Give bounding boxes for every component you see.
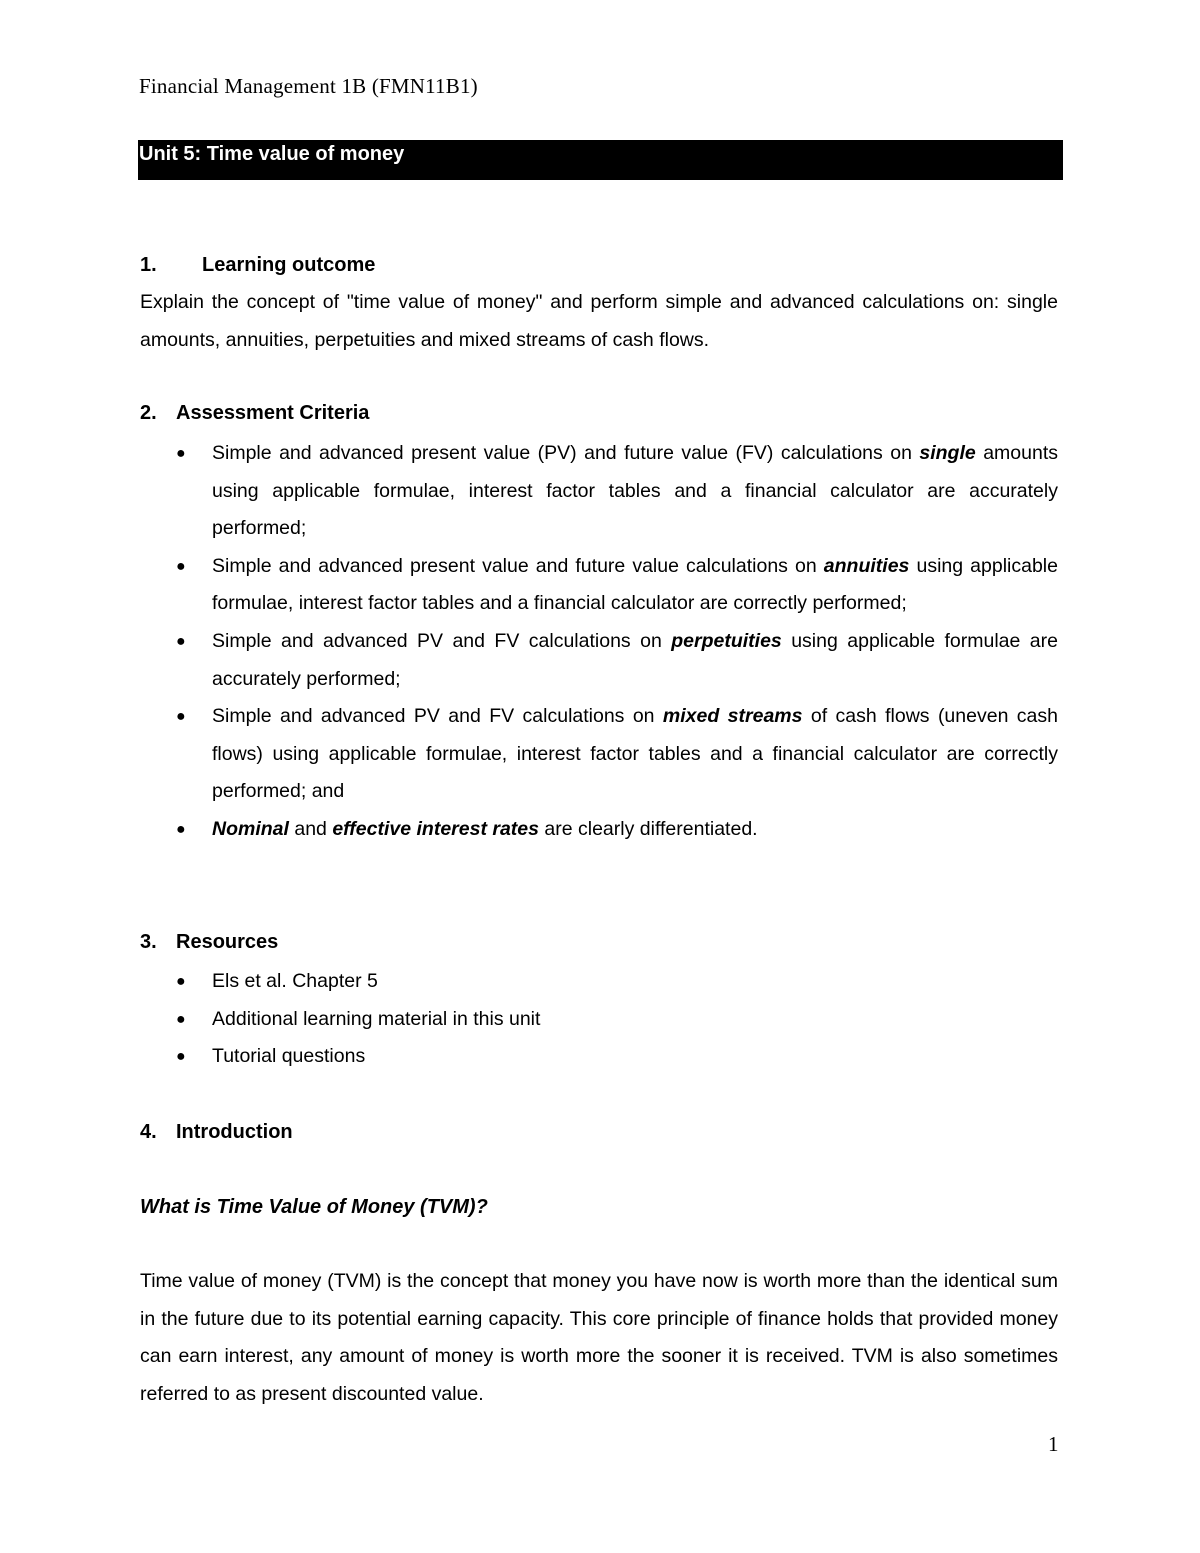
section-heading-introduction <box>140 1121 293 1144</box>
bullet-icon: ● <box>176 632 186 650</box>
emphasis: annuities <box>823 554 910 577</box>
emphasis: effective interest rates <box>332 817 539 840</box>
section-number: 1. <box>140 254 157 276</box>
unit-title-bar <box>138 140 1063 180</box>
tvm-subheading: What is Time Value of Money (TVM)? <box>140 1196 488 1218</box>
emphasis: perpetuities <box>671 629 782 652</box>
page-number: 1 <box>1048 1432 1059 1456</box>
list-item: ● Additional learning material in this unit <box>140 1001 1058 1039</box>
bullet-icon: ● <box>176 820 186 838</box>
list-item: ● Tutorial questions <box>140 1038 1058 1076</box>
bullet-icon: ● <box>176 445 186 462</box>
section-title: Learning outcome <box>202 254 376 276</box>
list-item: ● Els et al. Chapter 5 <box>140 963 1058 1001</box>
list-item: ● Simple and advanced present value and future value calculations on annuities using applicable formulae, interest factor tables and a financial calculator are correctly performed; <box>140 548 1058 623</box>
bullet-icon: ● <box>176 1010 186 1028</box>
section-number: 4. <box>140 1121 157 1143</box>
section-heading-assessment-criteria <box>140 402 369 425</box>
list-item: ● Nominal and effective interest rates are clearly differentiated. <box>140 811 1058 849</box>
bullet-icon: ● <box>176 1048 186 1066</box>
section-heading-resources <box>140 931 278 954</box>
resources-list <box>140 963 1058 1076</box>
emphasis: Nominal <box>212 817 289 840</box>
list-item: ● Simple and advanced PV and FV calculations on perpetuities using applicable formulae are accurately performed; <box>140 623 1058 698</box>
introduction-text: Time value of money (TVM) is the concept that money you have now is worth more than the identical sum in the future due to its potential earning capacity. This core principle of finance holds that provided money can earn interest, any amount of money is worth more the sooner it is received. TVM is also sometimes referred to as present discounted value. <box>140 1270 1058 1406</box>
emphasis: single <box>919 442 976 464</box>
document-header: Financial Management 1B (FMN11B1) <box>139 74 478 98</box>
unit-title: Unit 5: Time value of money <box>139 143 405 165</box>
bullet-icon: ● <box>176 557 186 575</box>
assessment-criteria-list <box>140 435 1058 849</box>
emphasis: mixed streams <box>662 705 803 728</box>
section-number: 3. <box>140 931 157 953</box>
bullet-icon: ● <box>176 708 186 726</box>
section-number: 2. <box>140 402 157 424</box>
bullet-icon: ● <box>176 973 186 990</box>
list-item: ● Simple and advanced PV and FV calculations on mixed streams of cash flows (uneven cash flows) using applicable formulae, interest factor tables and a financial calculator are correctly performed; and <box>140 698 1058 811</box>
section-title: Resources <box>176 931 279 953</box>
list-item: ● Simple and advanced present value (PV) and future value (FV) calculations on single amounts using applicable formulae, interest factor tables and a financial calculator are accurately performed; <box>140 435 1058 548</box>
section-title: Assessment Criteria <box>176 402 370 424</box>
section-heading-learning-outcome <box>140 254 375 277</box>
section-title: Introduction <box>176 1121 293 1143</box>
learning-outcome-text: Explain the concept of "time value of money" and perform simple and advanced calculations on: single amounts, annuities, perpetuities and mixed streams of cash flows. <box>140 291 1058 351</box>
